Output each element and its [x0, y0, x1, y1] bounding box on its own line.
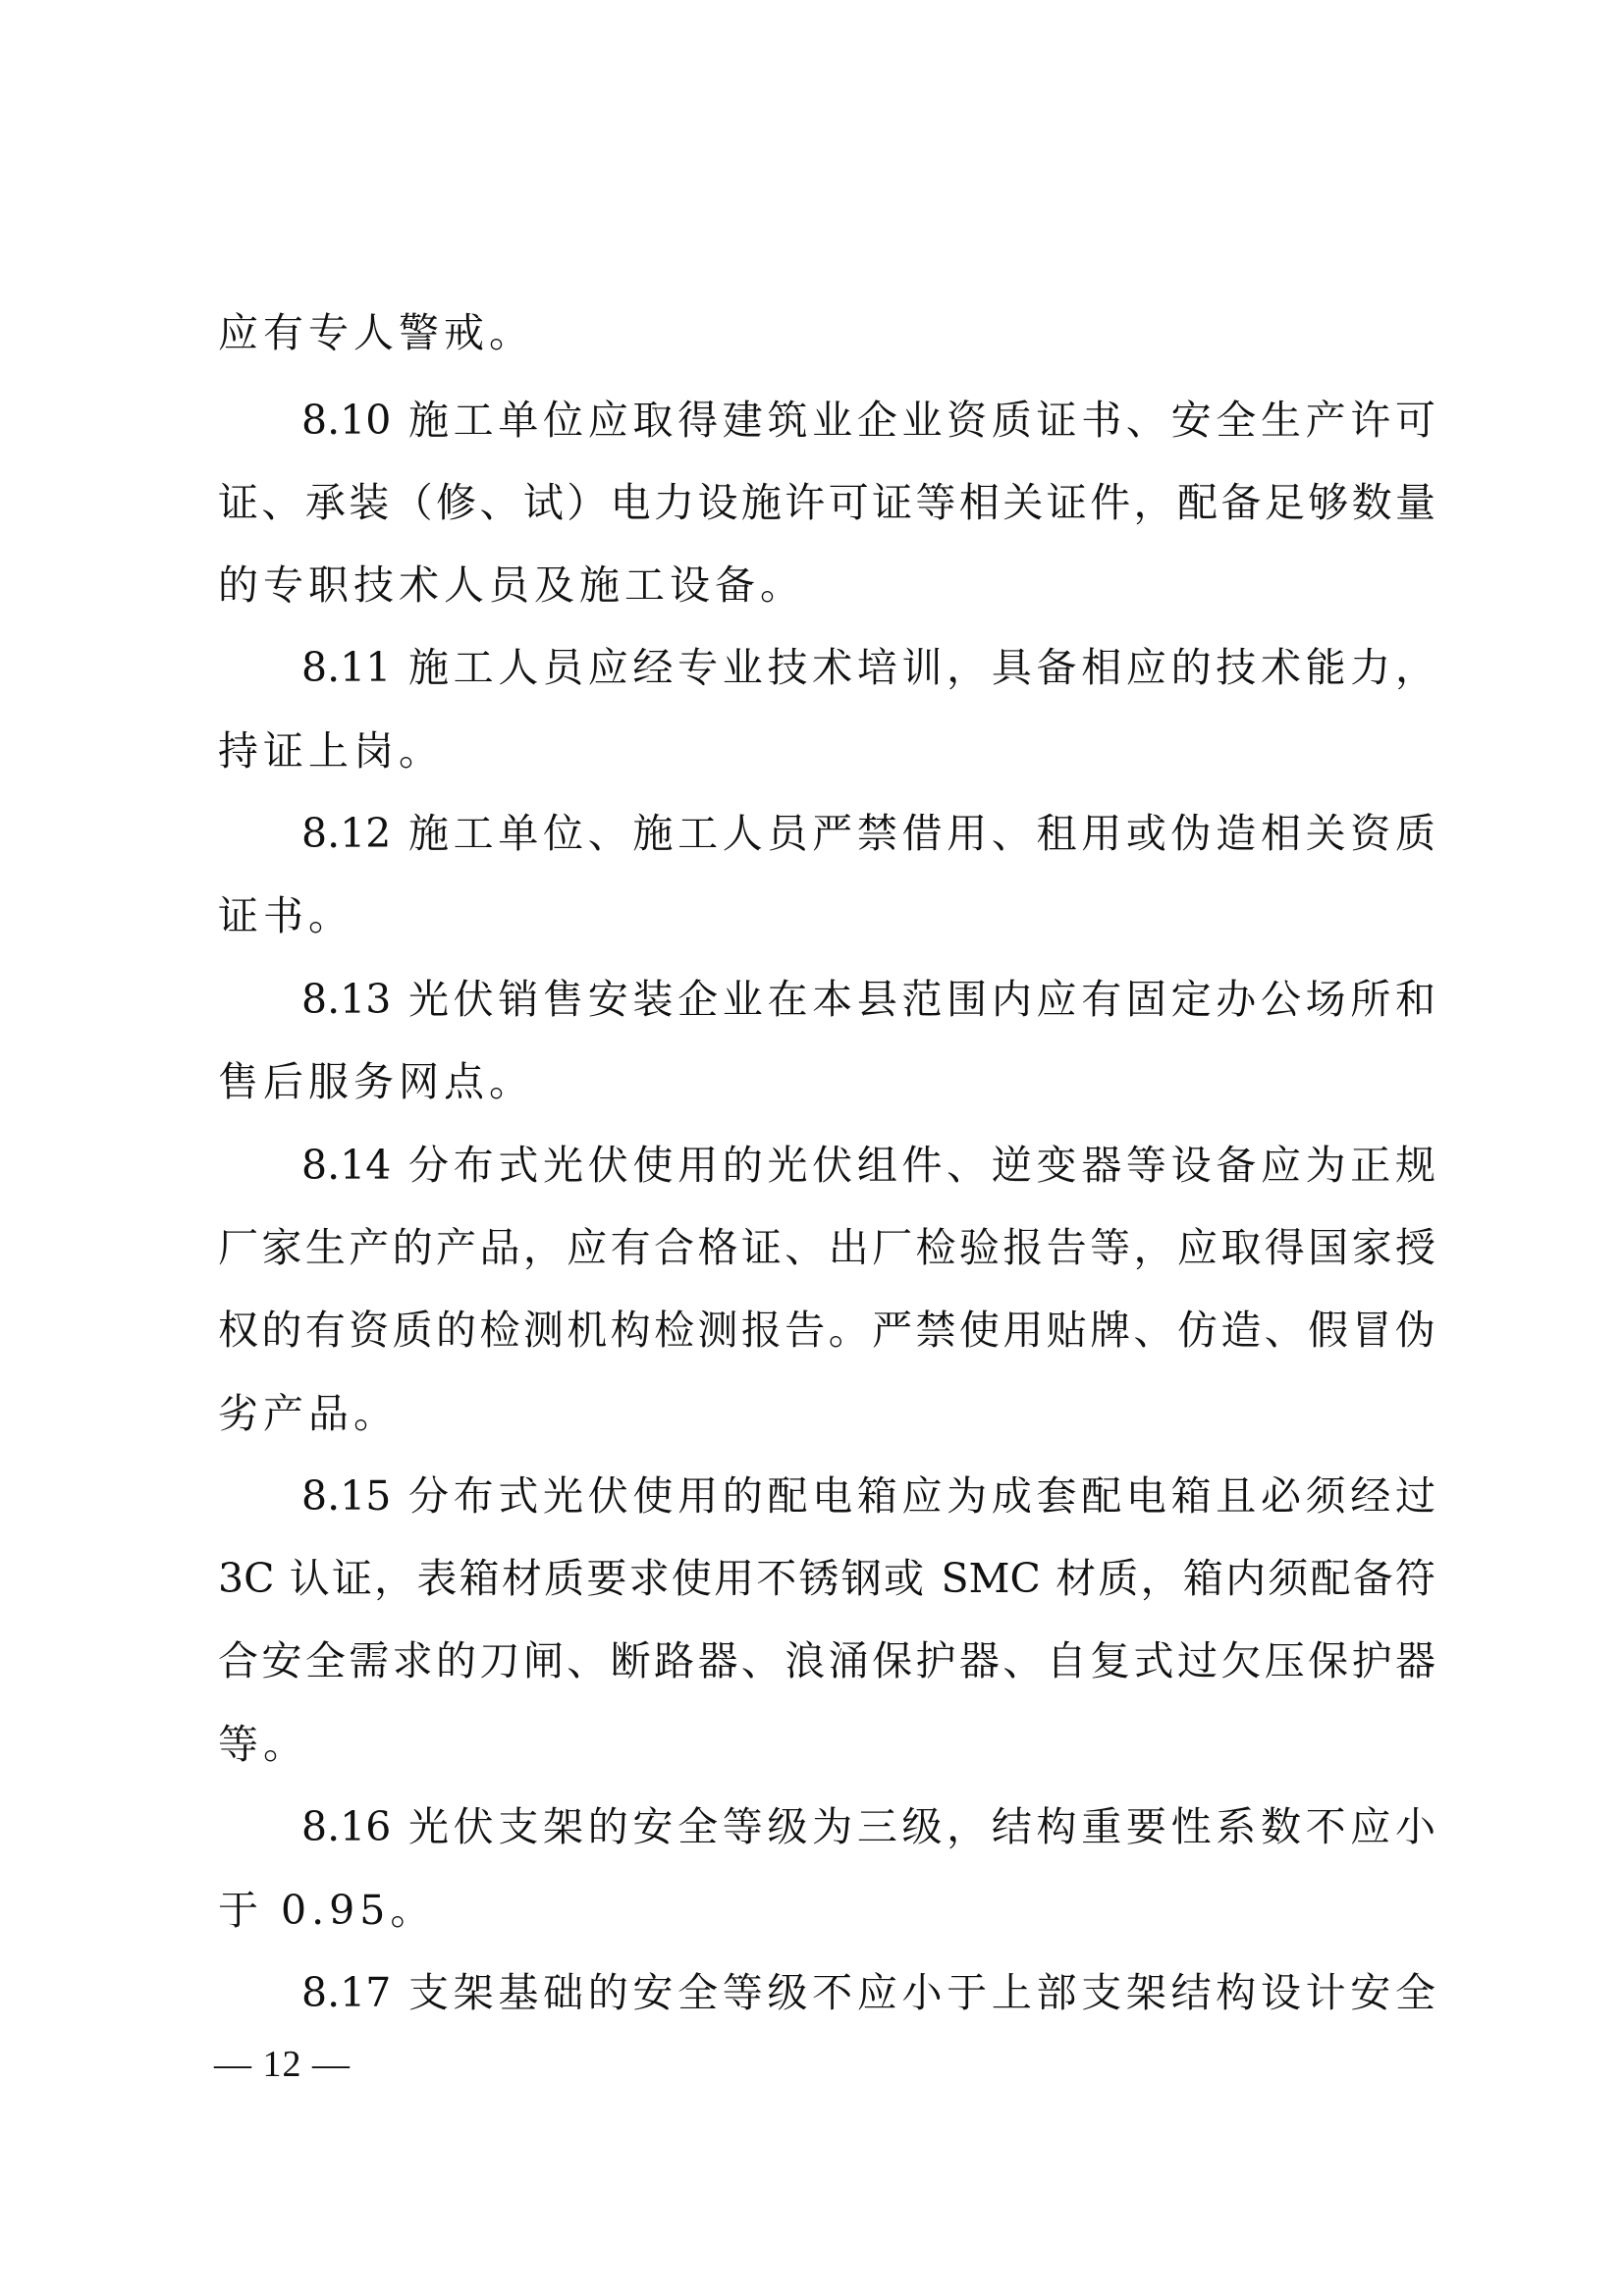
clause-8-10-line-3: 的专职技术人员及施工设备。 [218, 561, 805, 609]
clause-8-15-line-2: 3C 认证，表箱材质要求使用不锈钢或 SMC 材质，箱内须配备符 [218, 1555, 1435, 1602]
clause-8-16-line-1: 8.16 光伏支架的安全等级为三级，结构重要性系数不应小 [301, 1803, 1435, 1850]
clause-8-15-line-4: 等。 [218, 1721, 308, 1768]
page-number: — 12 — [214, 2044, 351, 2085]
clause-8-16-line-2: 于 0.95。 [218, 1887, 436, 1934]
clause-8-14-line-3: 权的有资质的检测机构检测报告。严禁使用贴牌、仿造、假冒伪 [218, 1307, 1435, 1354]
clause-8-10-line-1: 8.10 施工单位应取得建筑业企业资质证书、安全生产许可 [301, 397, 1435, 444]
clause-8-14-line-2: 厂家生产的产品，应有合格证、出厂检验报告等，应取得国家授 [218, 1224, 1435, 1271]
clause-8-17-line-1: 8.17 支架基础的安全等级不应小于上部支架结构设计安全 [301, 1969, 1435, 2016]
clause-8-12-line-1: 8.12 施工单位、施工人员严禁借用、租用或伪造相关资质 [301, 810, 1435, 857]
clause-8-14-line-4: 劣产品。 [218, 1390, 399, 1437]
clause-8-11-line-2: 持证上岗。 [218, 727, 444, 774]
clause-8-13-line-2: 售后服务网点。 [218, 1058, 534, 1105]
clause-8-11-line-1: 8.11 施工人员应经专业技术培训，具备相应的技术能力， [301, 644, 1435, 691]
clause-8-13-line-1: 8.13 光伏销售安装企业在本县范围内应有固定办公场所和 [301, 976, 1435, 1023]
clause-8-15-line-3: 合安全需求的刀闸、断路器、浪涌保护器、自复式过欠压保护器 [218, 1637, 1435, 1684]
text-line: 应有专人警戒。 [218, 309, 534, 356]
clause-8-15-line-1: 8.15 分布式光伏使用的配电箱应为成套配电箱且必须经过 [301, 1472, 1435, 1520]
clause-8-12-line-2: 证书。 [218, 892, 353, 939]
clause-8-14-line-1: 8.14 分布式光伏使用的光伏组件、逆变器等设备应为正规 [301, 1142, 1435, 1189]
clause-8-10-line-2: 证、承装（修、试）电力设施许可证等相关证件，配备足够数量 [218, 479, 1435, 526]
